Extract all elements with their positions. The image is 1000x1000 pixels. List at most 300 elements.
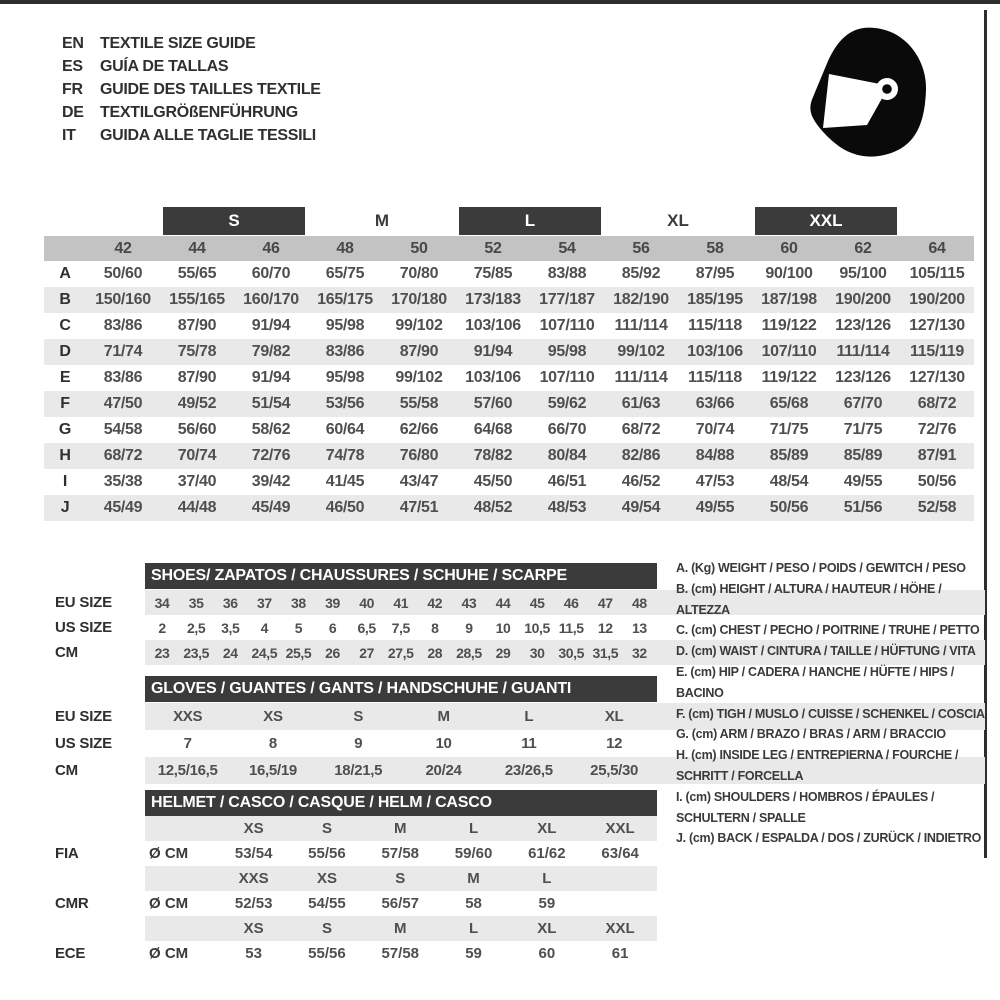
- size-value-cell: 61/63: [621, 395, 661, 412]
- value-cell: 45: [529, 594, 545, 611]
- value-cell: 2: [158, 619, 166, 636]
- size-value-cell: 65/68: [769, 395, 809, 412]
- row-label: CM: [55, 762, 78, 779]
- size-value-cell: 55/58: [399, 395, 439, 412]
- size-value-cell: 83/88: [547, 265, 587, 282]
- value-cell: XL: [604, 708, 624, 725]
- value-cell: 12: [597, 619, 613, 636]
- legend-item: J. (cm) BACK / ESPALDA / DOS / ZURÜCK / INDIETRO: [676, 831, 982, 846]
- row-letter: J: [60, 499, 70, 516]
- value-cell: 48: [631, 594, 647, 611]
- value-cell: 20/24: [425, 762, 462, 779]
- size-value-cell: 123/126: [835, 369, 891, 386]
- size-band-xxl: XXL: [755, 207, 897, 235]
- value-cell: 5: [294, 619, 303, 636]
- size-value-cell: 99/102: [395, 317, 443, 334]
- language-title-row: [62, 124, 321, 147]
- size-value-cell: 170/180: [391, 291, 447, 308]
- size-value-cell: 103/106: [465, 369, 521, 386]
- size-value-cell: 72/76: [251, 447, 291, 464]
- size-value-cell: 85/89: [769, 447, 809, 464]
- size-value-cell: 65/75: [325, 265, 365, 282]
- helmet-value-cell: 63/64: [601, 845, 639, 862]
- measurement-row-b: [44, 287, 974, 313]
- value-cell: 8: [431, 619, 439, 636]
- value-cell: 10: [435, 735, 452, 752]
- size-column-header: 58: [706, 239, 724, 257]
- size-value-cell: 95/98: [547, 343, 587, 360]
- size-value-cell: 50/60: [103, 265, 143, 282]
- legend-item: B. (cm) HEIGHT / ALTURA / HAUTEUR / HÖHE / ALTEZZA: [676, 581, 942, 617]
- language-title-row: [62, 32, 321, 55]
- value-cell: 39: [325, 594, 340, 611]
- row-label: US SIZE: [55, 735, 112, 752]
- value-cell: 18/21,5: [334, 762, 383, 779]
- size-value-cell: 44/48: [177, 499, 217, 516]
- value-cell: 47: [597, 594, 613, 611]
- size-value-cell: 52/58: [917, 499, 957, 516]
- size-value-cell: 45/49: [103, 499, 143, 516]
- helmet-value-cell: 55/56: [308, 845, 346, 862]
- value-cell: 6,5: [357, 619, 376, 636]
- helmet-value-cell: 56/57: [381, 895, 420, 912]
- size-value-cell: 91/94: [473, 343, 513, 360]
- size-value-cell: 68/72: [621, 421, 661, 438]
- size-column-header: 44: [188, 239, 206, 257]
- value-cell: 31,5: [592, 644, 619, 661]
- value-cell: 35: [188, 594, 204, 611]
- standard-label: CMR: [55, 895, 89, 912]
- helmet-size-header: L: [468, 920, 479, 937]
- value-cell: 16,5/19: [248, 762, 297, 779]
- helmet-value-cell: 59/60: [454, 845, 493, 862]
- helmet-value-cell: 53: [245, 945, 262, 962]
- value-cell: 25,5/30: [590, 762, 639, 779]
- row-letter: A: [59, 265, 71, 282]
- size-value-cell: 95/100: [839, 265, 887, 282]
- size-band-s: S: [163, 207, 305, 235]
- helmet-size-header: XXS: [238, 870, 269, 887]
- size-value-cell: 46/51: [547, 473, 587, 490]
- size-value-cell: 45/49: [251, 499, 291, 516]
- value-cell: 24,5: [251, 644, 278, 661]
- size-value-cell: 107/110: [539, 369, 595, 386]
- value-cell: 30,5: [558, 644, 584, 661]
- size-value-cell: 115/118: [688, 369, 742, 386]
- size-value-cell: 49/54: [621, 499, 661, 516]
- size-value-cell: 75/85: [473, 265, 513, 282]
- row-label: EU SIZE: [55, 708, 112, 725]
- size-value-cell: 107/110: [761, 343, 817, 360]
- value-cell: 8: [268, 735, 277, 752]
- value-cell: 7,5: [391, 619, 410, 636]
- size-value-cell: 119/122: [761, 317, 817, 334]
- size-column-header: 48: [336, 239, 354, 257]
- size-band-m: M: [374, 211, 390, 230]
- size-value-cell: 80/84: [547, 447, 587, 464]
- size-value-cell: 83/86: [325, 343, 365, 360]
- value-cell: 4: [260, 619, 269, 636]
- helmet-table-header: HELMET / CASCO / CASQUE / HELM / CASCO: [145, 790, 657, 816]
- size-value-cell: 49/55: [695, 499, 735, 516]
- size-value-cell: 54/58: [103, 421, 143, 438]
- gloves-table-header: GLOVES / GUANTES / GANTS / HANDSCHUHE / GUANTI: [145, 676, 657, 702]
- size-value-cell: 91/94: [251, 317, 291, 334]
- size-band-xl: XL: [667, 211, 689, 230]
- helmet-size-header: L: [468, 820, 479, 837]
- row-label: EU SIZE: [55, 594, 112, 611]
- guide-title: GUIDE DES TAILLES TEXTILE: [100, 80, 321, 98]
- size-value-cell: 72/76: [917, 421, 957, 438]
- size-value-cell: 173/183: [465, 291, 521, 308]
- size-value-cell: 71/75: [843, 421, 883, 438]
- size-value-cell: 49/55: [843, 473, 883, 490]
- value-cell: 34: [154, 594, 170, 611]
- size-value-cell: 165/175: [317, 291, 373, 308]
- legend-item: I. (cm) SHOULDERS / HOMBROS / ÉPAULES / SCHULTERN / SPALLE: [676, 789, 935, 825]
- value-cell: 6: [328, 619, 337, 636]
- value-cell: 23: [154, 644, 170, 661]
- helmet-size-header-row: [55, 866, 985, 891]
- size-value-cell: 115/119: [910, 343, 964, 360]
- size-value-cell: 111/114: [614, 317, 668, 334]
- size-value-cell: 187/198: [761, 291, 817, 308]
- language-code: DE: [62, 103, 84, 121]
- row-letter: H: [59, 447, 71, 464]
- size-band-l: L: [459, 207, 601, 235]
- size-value-cell: 107/110: [539, 317, 595, 334]
- helmet-value-cell: 59: [538, 895, 556, 912]
- size-value-cell: 85/89: [843, 447, 883, 464]
- size-value-cell: 155/165: [169, 291, 225, 308]
- helmet-value-cell: 58: [465, 895, 482, 912]
- standard-label: FIA: [55, 845, 79, 862]
- row-label: CM: [55, 644, 78, 661]
- size-value-cell: 62/66: [399, 421, 439, 438]
- textile-size-table: [44, 206, 974, 521]
- measurement-row-f: [44, 391, 974, 417]
- size-column-header: 42: [114, 239, 132, 257]
- size-value-cell: 46/50: [325, 499, 365, 516]
- size-value-cell: 60/70: [251, 265, 291, 282]
- row-letter: F: [60, 395, 70, 412]
- language-title-row: [62, 78, 321, 101]
- size-value-cell: 48/53: [547, 499, 587, 516]
- helmet-size-header: L: [542, 870, 552, 887]
- measurement-row-e: [44, 365, 974, 391]
- size-column-header: 50: [410, 239, 428, 257]
- size-value-cell: 91/94: [251, 369, 291, 386]
- size-value-cell: 70/74: [177, 447, 217, 464]
- value-cell: 26: [325, 644, 340, 661]
- size-value-cell: 87/90: [399, 343, 439, 360]
- value-cell: 10,5: [524, 619, 550, 636]
- top-border-line: [0, 0, 1000, 4]
- row-letter: D: [59, 343, 71, 360]
- value-cell: 25,5: [285, 644, 312, 661]
- size-value-cell: 83/86: [103, 369, 143, 386]
- value-cell: L: [524, 708, 534, 725]
- helmet-value-row-cmr: [55, 891, 985, 916]
- value-cell: 41: [393, 594, 409, 611]
- size-band-row: [44, 206, 974, 236]
- size-value-cell: 95/98: [325, 369, 365, 386]
- size-value-cell: 56/60: [177, 421, 217, 438]
- size-value-cell: 83/86: [103, 317, 143, 334]
- language-code: IT: [62, 126, 76, 144]
- value-cell: 11: [521, 735, 537, 752]
- measurement-row-a: [44, 261, 974, 287]
- value-cell: XXS: [173, 708, 203, 725]
- size-value-cell: 71/74: [103, 343, 143, 360]
- value-cell: 2,5: [187, 619, 206, 636]
- racing-helmet-icon: [800, 22, 940, 172]
- legend-item: D. (cm) WAIST / CINTURA / TAILLE / HÜFTUNG / VITA: [676, 644, 976, 659]
- size-column-header: 64: [928, 239, 946, 257]
- size-value-cell: 68/72: [103, 447, 143, 464]
- size-value-cell: 51/54: [251, 395, 291, 412]
- guide-title: TEXTILGRÖßENFÜHRUNG: [100, 103, 298, 121]
- helmet-size-header: S: [321, 920, 332, 937]
- size-value-cell: 48/52: [473, 499, 513, 516]
- size-column-header: 52: [484, 239, 502, 257]
- diameter-unit-label: Ø CM: [149, 945, 189, 962]
- helmet-value-cell: 60: [538, 945, 556, 962]
- size-value-cell: 50/56: [917, 473, 957, 490]
- size-value-cell: 47/53: [695, 473, 735, 490]
- measurement-row-i: [44, 469, 974, 495]
- helmet-value-cell: 61/62: [528, 845, 566, 862]
- size-value-cell: 50/56: [769, 499, 809, 516]
- size-value-cell: 103/106: [687, 343, 743, 360]
- measurement-row-c: [44, 313, 974, 339]
- size-value-cell: 41/45: [325, 473, 365, 490]
- language-code: FR: [62, 80, 83, 98]
- guide-title: TEXTILE SIZE GUIDE: [100, 34, 256, 52]
- size-value-cell: 150/160: [95, 291, 151, 308]
- measurement-row-g: [44, 417, 974, 443]
- helmet-size-header: M: [393, 920, 407, 937]
- value-cell: 44: [495, 594, 511, 611]
- value-cell: 9: [465, 619, 473, 636]
- size-value-cell: 177/187: [539, 291, 595, 308]
- size-value-cell: 127/130: [909, 317, 965, 334]
- value-cell: 43: [461, 594, 477, 611]
- helmet-value-cell: 55/56: [308, 945, 346, 962]
- size-value-cell: 87/95: [695, 265, 735, 282]
- value-cell: 9: [354, 735, 363, 752]
- size-value-cell: 87/90: [177, 369, 217, 386]
- value-cell: 32: [631, 644, 647, 661]
- legend-item: G. (cm) ARM / BRAZO / BRAS / ARM / BRACCIO: [676, 727, 946, 742]
- helmet-size-header: XL: [537, 920, 557, 937]
- size-value-cell: 49/52: [177, 395, 217, 412]
- size-value-cell: 53/56: [325, 395, 365, 412]
- size-value-cell: 75/78: [177, 343, 217, 360]
- size-value-cell: 190/200: [835, 291, 891, 308]
- size-value-cell: 115/118: [688, 317, 742, 334]
- size-column-header: 46: [262, 239, 280, 257]
- legend-item: C. (cm) CHEST / PECHO / POITRINE / TRUHE / PETTO: [676, 623, 980, 638]
- measurement-legend: [676, 558, 988, 849]
- size-value-cell: 70/74: [695, 421, 735, 438]
- helmet-size-header: M: [467, 870, 480, 887]
- value-cell: 23,5: [183, 644, 209, 661]
- size-value-cell: 74/78: [325, 447, 365, 464]
- diameter-unit-label: Ø CM: [149, 895, 189, 912]
- size-value-cell: 185/195: [687, 291, 743, 308]
- value-cell: 23/26,5: [504, 762, 553, 779]
- legend-item: H. (cm) INSIDE LEG / ENTREPIERNA / FOURCHE / SCHRITT / FORCELLA: [676, 748, 959, 783]
- measurement-row-h: [44, 443, 974, 469]
- helmet-value-cell: 57/58: [381, 845, 420, 862]
- value-cell: 30: [529, 644, 545, 661]
- helmet-size-header: XXL: [605, 920, 635, 937]
- size-value-cell: 99/102: [617, 343, 665, 360]
- size-value-cell: 46/52: [621, 473, 661, 490]
- value-cell: 40: [359, 594, 374, 611]
- value-cell: 29: [495, 644, 511, 661]
- helmet-size-header: XL: [537, 820, 557, 837]
- size-value-cell: 39/42: [251, 473, 291, 490]
- size-value-cell: 99/102: [395, 369, 443, 386]
- value-cell: XS: [263, 708, 283, 725]
- size-value-cell: 79/82: [251, 343, 291, 360]
- size-column-header: 62: [854, 239, 872, 257]
- size-value-cell: 45/50: [473, 473, 513, 490]
- helmet-size-header-row: [55, 916, 985, 941]
- helmet-value-cell: 59: [465, 945, 482, 962]
- language-title-row: [62, 101, 321, 124]
- value-cell: 24: [222, 644, 238, 661]
- row-letter: G: [58, 421, 72, 438]
- value-cell: 12,5/16,5: [157, 762, 218, 779]
- value-cell: S: [353, 708, 364, 725]
- guide-title: GUÍA DE TALLAS: [100, 57, 229, 75]
- helmet-size-header: XS: [316, 870, 337, 887]
- size-value-cell: 37/40: [177, 473, 217, 490]
- size-value-cell: 63/66: [695, 395, 735, 412]
- row-letter: C: [59, 317, 71, 334]
- helmet-value-cell: 52/53: [234, 895, 273, 912]
- value-cell: 28,5: [456, 644, 482, 661]
- measurement-row-d: [44, 339, 974, 365]
- size-value-cell: 47/50: [103, 395, 143, 412]
- value-cell: 38: [291, 594, 306, 611]
- size-value-cell: 68/72: [917, 395, 957, 412]
- size-value-cell: 51/56: [843, 499, 883, 516]
- helmet-value-row-ece: [55, 941, 985, 966]
- size-value-cell: 95/98: [325, 317, 365, 334]
- helmet-value-cell: 53/54: [234, 845, 273, 862]
- shoes-table-header: SHOES/ ZAPATOS / CHAUSSURES / SCHUHE / SCARPE: [145, 563, 657, 589]
- value-cell: 28: [427, 644, 443, 661]
- size-value-cell: 82/86: [621, 447, 661, 464]
- size-column-header: 56: [632, 239, 650, 257]
- size-value-cell: 59/62: [547, 395, 587, 412]
- size-value-cell: 57/60: [473, 395, 513, 412]
- size-value-cell: 84/88: [695, 447, 735, 464]
- helmet-size-header: XS: [243, 820, 264, 837]
- size-value-cell: 90/100: [765, 265, 813, 282]
- size-value-cell: 119/122: [761, 369, 817, 386]
- row-label: US SIZE: [55, 619, 112, 636]
- size-value-cell: 182/190: [613, 291, 669, 308]
- value-cell: 27: [359, 644, 374, 661]
- value-cell: 46: [563, 594, 579, 611]
- size-value-cell: 71/75: [769, 421, 809, 438]
- size-value-cell: 160/170: [243, 291, 299, 308]
- size-value-cell: 111/114: [836, 343, 890, 360]
- size-value-cell: 70/80: [399, 265, 439, 282]
- helmet-value-cell: 54/55: [308, 895, 346, 912]
- size-value-cell: 190/200: [909, 291, 965, 308]
- size-value-cell: 78/82: [473, 447, 513, 464]
- value-cell: 37: [256, 594, 272, 611]
- helmet-value-cell: 61: [611, 945, 629, 962]
- size-value-cell: 43/47: [399, 473, 439, 490]
- size-column-header: 54: [558, 239, 576, 257]
- value-cell: 12: [606, 735, 623, 752]
- size-value-cell: 66/70: [547, 421, 587, 438]
- size-value-cell: 67/70: [843, 395, 883, 412]
- row-letter: E: [59, 369, 71, 386]
- helmet-size-header: S: [321, 820, 332, 837]
- size-column-header: 60: [780, 239, 798, 257]
- language-code: EN: [62, 34, 84, 52]
- value-cell: 13: [631, 619, 647, 636]
- value-cell: 11,5: [558, 619, 584, 636]
- value-cell: M: [437, 708, 450, 725]
- helmet-size-header: XXL: [605, 820, 635, 837]
- size-value-cell: 64/68: [473, 421, 513, 438]
- size-value-cell: 76/80: [399, 447, 439, 464]
- size-value-cell: 111/114: [614, 369, 668, 386]
- helmet-size-header: S: [395, 870, 406, 887]
- legend-item: F. (cm) TIGH / MUSLO / CUISSE / SCHENKEL / COSCIA: [676, 706, 985, 721]
- helmet-value-cell: 57/58: [381, 945, 420, 962]
- title-language-list: [62, 32, 321, 147]
- legend-item: A. (Kg) WEIGHT / PESO / POIDS / GEWITCH / PESO: [676, 561, 966, 575]
- size-value-cell: 58/62: [251, 421, 291, 438]
- helmet-size-header: M: [393, 820, 407, 837]
- size-value-cell: 123/126: [835, 317, 891, 334]
- size-value-cell: 35/38: [103, 473, 143, 490]
- language-code: ES: [62, 57, 83, 75]
- numeric-size-header-row: [44, 236, 974, 261]
- diameter-unit-label: Ø CM: [149, 845, 189, 862]
- size-value-cell: 127/130: [909, 369, 965, 386]
- size-value-cell: 48/54: [769, 473, 809, 490]
- value-cell: 10: [495, 619, 511, 636]
- size-value-cell: 60/64: [325, 421, 365, 438]
- legend-item: E. (cm) HIP / CADERA / HANCHE / HÜFTE / HIPS / BACINO: [676, 664, 954, 700]
- value-cell: 3,5: [221, 619, 240, 636]
- helmet-size-header: XS: [243, 920, 264, 937]
- standard-label: ECE: [55, 945, 86, 962]
- value-cell: 7: [183, 735, 192, 752]
- language-title-row: [62, 55, 321, 78]
- row-letter: B: [59, 291, 71, 308]
- value-cell: 36: [222, 594, 238, 611]
- row-letter: I: [62, 473, 68, 490]
- size-value-cell: 87/90: [177, 317, 217, 334]
- size-value-cell: 87/91: [917, 447, 957, 464]
- measurement-row-j: [44, 495, 974, 521]
- size-value-cell: 105/115: [909, 265, 965, 282]
- size-value-cell: 47/51: [399, 499, 439, 516]
- guide-title: GUIDA ALLE TAGLIE TESSILI: [100, 126, 316, 144]
